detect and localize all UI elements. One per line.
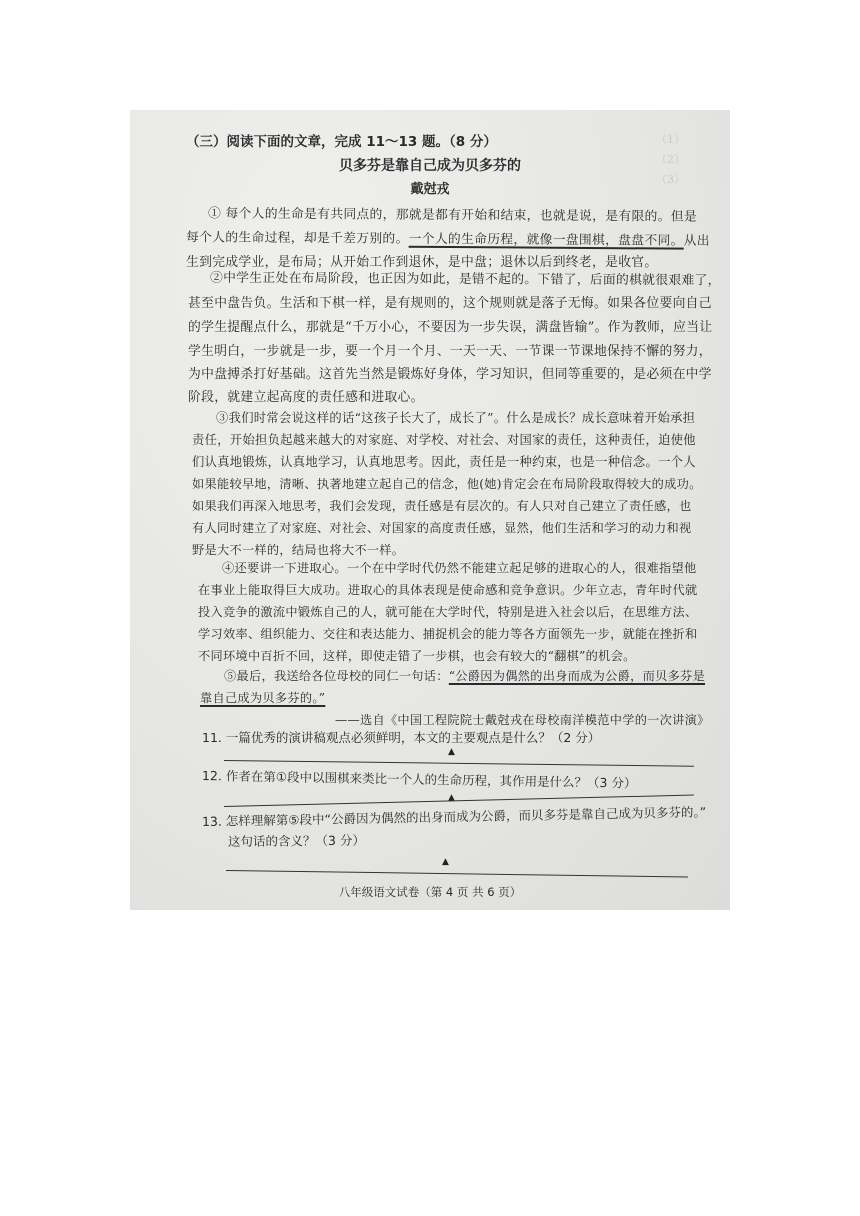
bleed-through-line: （3） — [656, 173, 685, 186]
paragraph-3-line: 如果能较早地，清晰、执著地建立起自己的信念，他(她)肯定会在布局阶段取得较大的成功。 — [192, 477, 702, 491]
question-12: 12. 作者在第①段中以围棋来类比一个人的生命历程，其作用是什么？（3 分） — [201, 768, 637, 791]
paragraph-4-line: 在事业上能取得巨大成功。进取心的具体表现是使命感和竞争意识。少年立志，青年时代就 — [198, 583, 698, 597]
bleed-through-line: （2） — [656, 153, 685, 166]
paragraph-1-line: 生到完成学业，是布局；从开始工作到退休，是中盘；退休以后到终老，是收官。 — [186, 255, 658, 270]
paragraph-1-line: ① 每个人的生命是有共同点的，那就是都有开始和结束，也就是说，是有限的。但是 — [207, 206, 698, 225]
underlined-quote: “公爵因为偶然的出身而成为公爵，而贝多芬是 — [448, 669, 706, 683]
paragraph-2-line: 的学生提醒点什么，那就是“千万小心，不要因为一步失误，满盘皆输”。作为教师，应当让 — [188, 320, 713, 335]
paragraph-text: ⑤最后，我送给各位母校的同仁一句话： — [224, 669, 449, 683]
paragraph-4-line: 不同环境中百折不回，这样，即使走错了一步棋，也会有较大的“翻棋”的机会。 — [198, 649, 636, 663]
answer-marker: ▲ — [448, 793, 455, 803]
answer-marker: ▲ — [442, 857, 449, 867]
paragraph-5-line — [224, 668, 705, 684]
answer-line-13[interactable] — [226, 870, 688, 877]
paragraph-text: 从出 — [683, 233, 710, 249]
answer-marker: ▲ — [448, 747, 455, 757]
exam-page — [130, 110, 730, 910]
paragraph-4-line: ④还要讲一下进取心。一个在中学时代仍然不能建立起足够的进取心的人，很难指望他 — [222, 561, 697, 575]
question-11: 11. 一篇优秀的演讲稿观点必须鲜明，本文的主要观点是什么？（2 分） — [202, 730, 601, 745]
paragraph-3-line: ③我们时常会说这样的话“这孩子长大了，成长了”。什么是成长？成长意味着开始承担 — [216, 411, 696, 425]
underlined-sentence: 一个人的生命历程，就像一盘围棋，盘盘不同。 — [408, 231, 684, 249]
paragraph-3-line: 有人同时建立了对家庭、对社会、对国家的高度责任感，显然，他们生活和学习的动力和视 — [192, 521, 692, 535]
paragraph-text: 每个人的生命过程，却是千差万别的。 — [185, 230, 409, 247]
bleed-through-line: （1） — [656, 133, 685, 146]
paragraph-3-line: 责任，开始担负起越来越大的对家庭、对学校、对社会、对国家的责任，这种责任，迫使他 — [192, 433, 696, 447]
paragraph-3-line: 如果我们再深入地思考，我们会发现，责任感是有层次的。有人只对自己建立了责任感，也 — [192, 499, 692, 513]
paragraph-1-line — [186, 230, 710, 250]
paragraph-2-line: 甚至中盘告负。生活和下棋一样，是有规则的，这个规则就是落子无悔。如果各位要向自己 — [188, 296, 712, 311]
paragraph-3-line: 野是大不一样的，结局也将大不一样。 — [192, 543, 405, 557]
paragraph-2-line: ②中学生正处在布局阶段，也正因为如此，是错不起的。下错了，后面的棋就很艰难了， — [209, 270, 721, 289]
underlined-quote: 靠自己成为贝多芬的。” — [200, 691, 326, 705]
paragraph-3-line: 们认真地锻炼，认真地学习，认真地思考。因此，责任是一种约束，也是一种信念。一个人 — [192, 455, 696, 469]
question-13: 13. 怎样理解第⑤段中“公爵因为偶然的出身而成为公爵，而贝多芬是靠自己成为贝多芬的。” — [201, 804, 707, 829]
article-author: 戴尅戎 — [410, 182, 450, 197]
article-source: ——选自《中国工程院院士戴尅戎在母校南洋模范中学的一次讲演》 — [335, 713, 710, 727]
paragraph-2-line: 阶段，就建立起高度的责任感和进取心。 — [188, 390, 424, 405]
paragraph-4-line: 投入竞争的激流中锻炼自己的人，就可能在大学时代，特别是进入社会以后，在思维方法、 — [198, 605, 698, 619]
article-title: 贝多芬是靠自己成为贝多芬的 — [339, 158, 521, 174]
page-footer: 八年级语文试卷（第 4 页 共 6 页） — [338, 885, 522, 899]
paragraph-2-line: 为中盘搏杀打好基础。这首先当然是锻炼好身体，学习知识，但同等重要的，是必须在中学 — [188, 367, 712, 382]
paragraph-5-line — [200, 690, 325, 706]
section-instruction: （三）阅读下面的文章，完成 11～13 题。（8 分） — [186, 134, 497, 150]
answer-line-11[interactable] — [224, 760, 694, 767]
question-13-cont: 这句话的含义？（3 分） — [227, 832, 366, 849]
paragraph-4-line: 学习效率、组织能力、交往和表达能力、捕捉机会的能力等各方面领先一步，就能在挫折和 — [198, 627, 698, 641]
exam-photo — [130, 110, 730, 910]
paragraph-2-line: 学生明白，一步就是一步，要一个月一个月、一天一天、一节课一节课地保持不懈的努力， — [188, 344, 712, 359]
